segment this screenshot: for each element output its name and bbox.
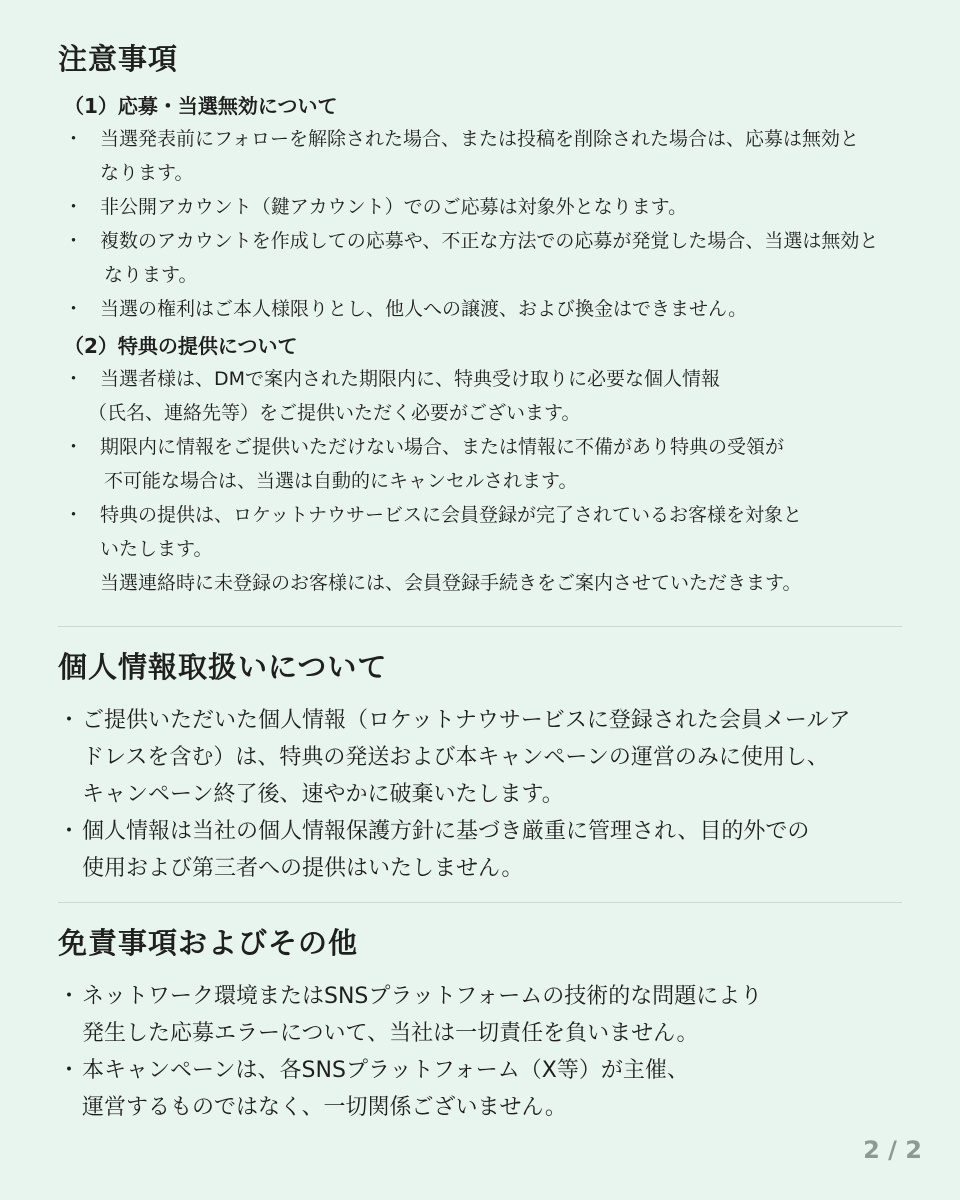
item-line: 期限内に情報をご提供いただけない場合、または情報に不備があり特典の受領が — [100, 436, 785, 458]
item-line: なります。 — [100, 162, 194, 184]
divider — [58, 902, 902, 903]
notes-section — [58, 40, 918, 600]
item-line: 運営するものではなく、一切関係ございません。 — [82, 1095, 567, 1120]
item-line: 非公開アカウント（鍵アカウント）でのご応募は対象外となります。 — [100, 196, 688, 218]
bullet-glyph: ・ — [64, 298, 84, 320]
bullet-glyph: ・ — [64, 368, 84, 390]
page-indicator: 2 / 2 — [863, 1136, 922, 1164]
list-item — [64, 430, 918, 498]
bullet-glyph: ・ — [58, 819, 81, 844]
sub1-list — [64, 122, 918, 326]
item-line: 特典の提供は、ロケットナウサービスに会員登録が完了されているお客様を対象と — [100, 504, 803, 526]
list-item — [58, 978, 918, 1052]
bullet-glyph: ・ — [58, 708, 81, 733]
item-line: 当選の権利はご本人様限りとし、他人への譲渡、および換金はできません。 — [100, 298, 748, 320]
bullet-glyph: ・ — [64, 230, 84, 252]
list-item — [58, 813, 918, 887]
sub2-block — [64, 332, 918, 600]
item-line: 本キャンペーンは、各SNSプラットフォーム（X等）が主催、 — [82, 1058, 689, 1083]
sub1-block — [64, 92, 918, 326]
sub2-heading: （2）特典の提供について — [64, 334, 298, 358]
item-line: 当選者様は、DMで案内された期限内に、特典受け取りに必要な個人情報 — [100, 368, 721, 390]
list-item — [64, 292, 918, 326]
bullet-glyph: ・ — [64, 436, 84, 458]
list-item — [64, 224, 918, 292]
item-line: なります。 — [104, 264, 198, 286]
item-line: 発生した応募エラーについて、当社は一切責任を負いません。 — [82, 1021, 699, 1046]
item-line: いたします。 — [100, 538, 213, 560]
privacy-list — [58, 702, 918, 887]
bullet-glyph: ・ — [58, 984, 81, 1009]
privacy-title: 個人情報取扱いについて — [58, 650, 388, 684]
bullet-glyph: ・ — [64, 196, 84, 218]
item-line: 使用および第三者への提供はいたしません。 — [82, 856, 524, 881]
list-item — [64, 190, 918, 224]
disclaimer-title: 免責事項およびその他 — [58, 926, 359, 960]
item-line: ご提供いただいた個人情報（ロケットナウサービスに登録された会員メールア — [82, 708, 851, 733]
bullet-glyph: ・ — [58, 1058, 81, 1083]
item-line: キャンペーン終了後、速やかに破棄いたします。 — [82, 782, 564, 807]
item-line: 不可能な場合は、当選は自動的にキャンセルされます。 — [104, 470, 578, 492]
item-line: 複数のアカウントを作成しての応募や、不正な方法での応募が発覚した場合、当選は無効と — [100, 230, 879, 252]
list-item — [64, 362, 918, 430]
item-line: ネットワーク環境またはSNSプラットフォームの技術的な問題により — [82, 984, 763, 1009]
item-line: 個人情報は当社の個人情報保護方針に基づき厳重に管理され、目的外での — [82, 819, 810, 844]
item-line: ドレスを含む）は、特典の発送および本キャンペーンの運営のみに使用し、 — [82, 745, 829, 770]
list-item — [58, 1052, 918, 1126]
bullet-glyph: ・ — [64, 504, 84, 526]
list-item — [64, 498, 918, 600]
sub2-list — [64, 362, 918, 600]
bullet-glyph: ・ — [64, 128, 84, 150]
disclaimer-section — [58, 924, 918, 1126]
privacy-section — [58, 648, 918, 887]
notes-title: 注意事項 — [58, 42, 179, 76]
item-line: 当選発表前にフォローを解除された場合、または投稿を削除された場合は、応募は無効と — [100, 128, 860, 150]
list-item — [58, 702, 918, 813]
disclaimer-list — [58, 978, 918, 1126]
divider — [58, 626, 902, 627]
item-line: 当選連絡時に未登録のお客様には、会員登録手続きをご案内させていただきます。 — [100, 572, 802, 594]
sub1-heading: （1）応募・当選無効について — [64, 94, 338, 118]
item-line: （氏名、連絡先等）をご提供いただく必要がございます。 — [88, 402, 581, 424]
list-item — [64, 122, 918, 190]
